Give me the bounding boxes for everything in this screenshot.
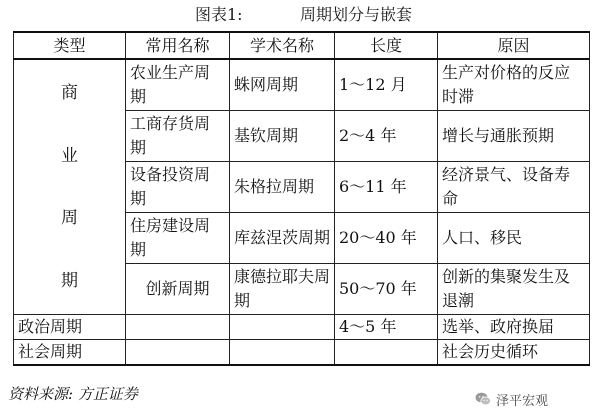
academic-name-cell <box>230 314 335 339</box>
watermark <box>474 388 548 410</box>
length-cell: 2～4 年 <box>335 110 438 161</box>
header-academic-name: 学术名称 <box>230 32 335 59</box>
academic-name-cell: 康德拉耶夫周期 <box>230 263 335 314</box>
academic-name-cell: 朱格拉周期 <box>230 161 335 212</box>
reason-cell: 经济景气、设备寿命 <box>438 161 590 212</box>
table-header-row <box>14 32 590 59</box>
reason-cell: 社会历史循环 <box>438 339 590 365</box>
reason-cell: 人口、移民 <box>438 212 590 263</box>
type-char: 商 <box>61 83 78 103</box>
table-row <box>14 339 590 365</box>
common-name-cell: 工商存货周期 <box>126 110 230 161</box>
academic-name-cell: 基钦周期 <box>230 110 335 161</box>
table-row <box>14 59 590 110</box>
reason-cell: 增长与通胀预期 <box>438 110 590 161</box>
type-char: 业 <box>61 145 78 166</box>
header-common-name: 常用名称 <box>126 32 230 59</box>
reason-cell: 创新的集聚发生及退潮 <box>438 263 590 314</box>
common-name-cell: 设备投资周期 <box>126 161 230 212</box>
cycle-table <box>13 31 590 366</box>
length-cell <box>335 339 438 365</box>
figure-label: 图表1: <box>195 5 243 24</box>
header-reason: 原因 <box>438 32 590 59</box>
source-label: 资料来源: <box>8 385 74 403</box>
table-row <box>14 314 590 339</box>
common-name-cell: 农业生产周期 <box>126 59 230 110</box>
reason-cell: 选举、政府换届 <box>438 314 590 339</box>
source-note <box>8 383 138 404</box>
length-cell: 1～12 月 <box>335 59 438 110</box>
type-cell: 政治周期 <box>14 314 126 339</box>
academic-name-cell: 库兹涅茨周期 <box>230 212 335 263</box>
academic-name-cell: 蛛网周期 <box>230 59 335 110</box>
header-length: 长度 <box>335 32 438 59</box>
length-cell: 4～5 年 <box>335 314 438 339</box>
chart-title <box>0 2 600 28</box>
reason-cell: 生产对价格的反应时滞 <box>438 59 590 110</box>
length-cell: 50～70 年 <box>335 263 438 314</box>
source-value: 方正证券 <box>77 385 138 403</box>
common-name-cell: 创新周期 <box>126 263 230 314</box>
common-name-cell <box>126 339 230 365</box>
figure-title: 周期划分与嵌套 <box>300 5 413 24</box>
wechat-logo-icon <box>474 390 492 408</box>
type-cell: 社会周期 <box>14 339 126 365</box>
common-name-cell <box>126 314 230 339</box>
header-type: 类型 <box>14 32 126 59</box>
business-cycle-type-cell <box>14 59 126 314</box>
watermark-text: 泽平宏观 <box>496 393 549 409</box>
academic-name-cell <box>230 339 335 365</box>
common-name-cell: 住房建设周期 <box>126 212 230 263</box>
type-char: 期 <box>61 270 78 291</box>
length-cell: 6～11 年 <box>335 161 438 212</box>
type-char: 周 <box>61 208 78 228</box>
length-cell: 20～40 年 <box>335 212 438 263</box>
